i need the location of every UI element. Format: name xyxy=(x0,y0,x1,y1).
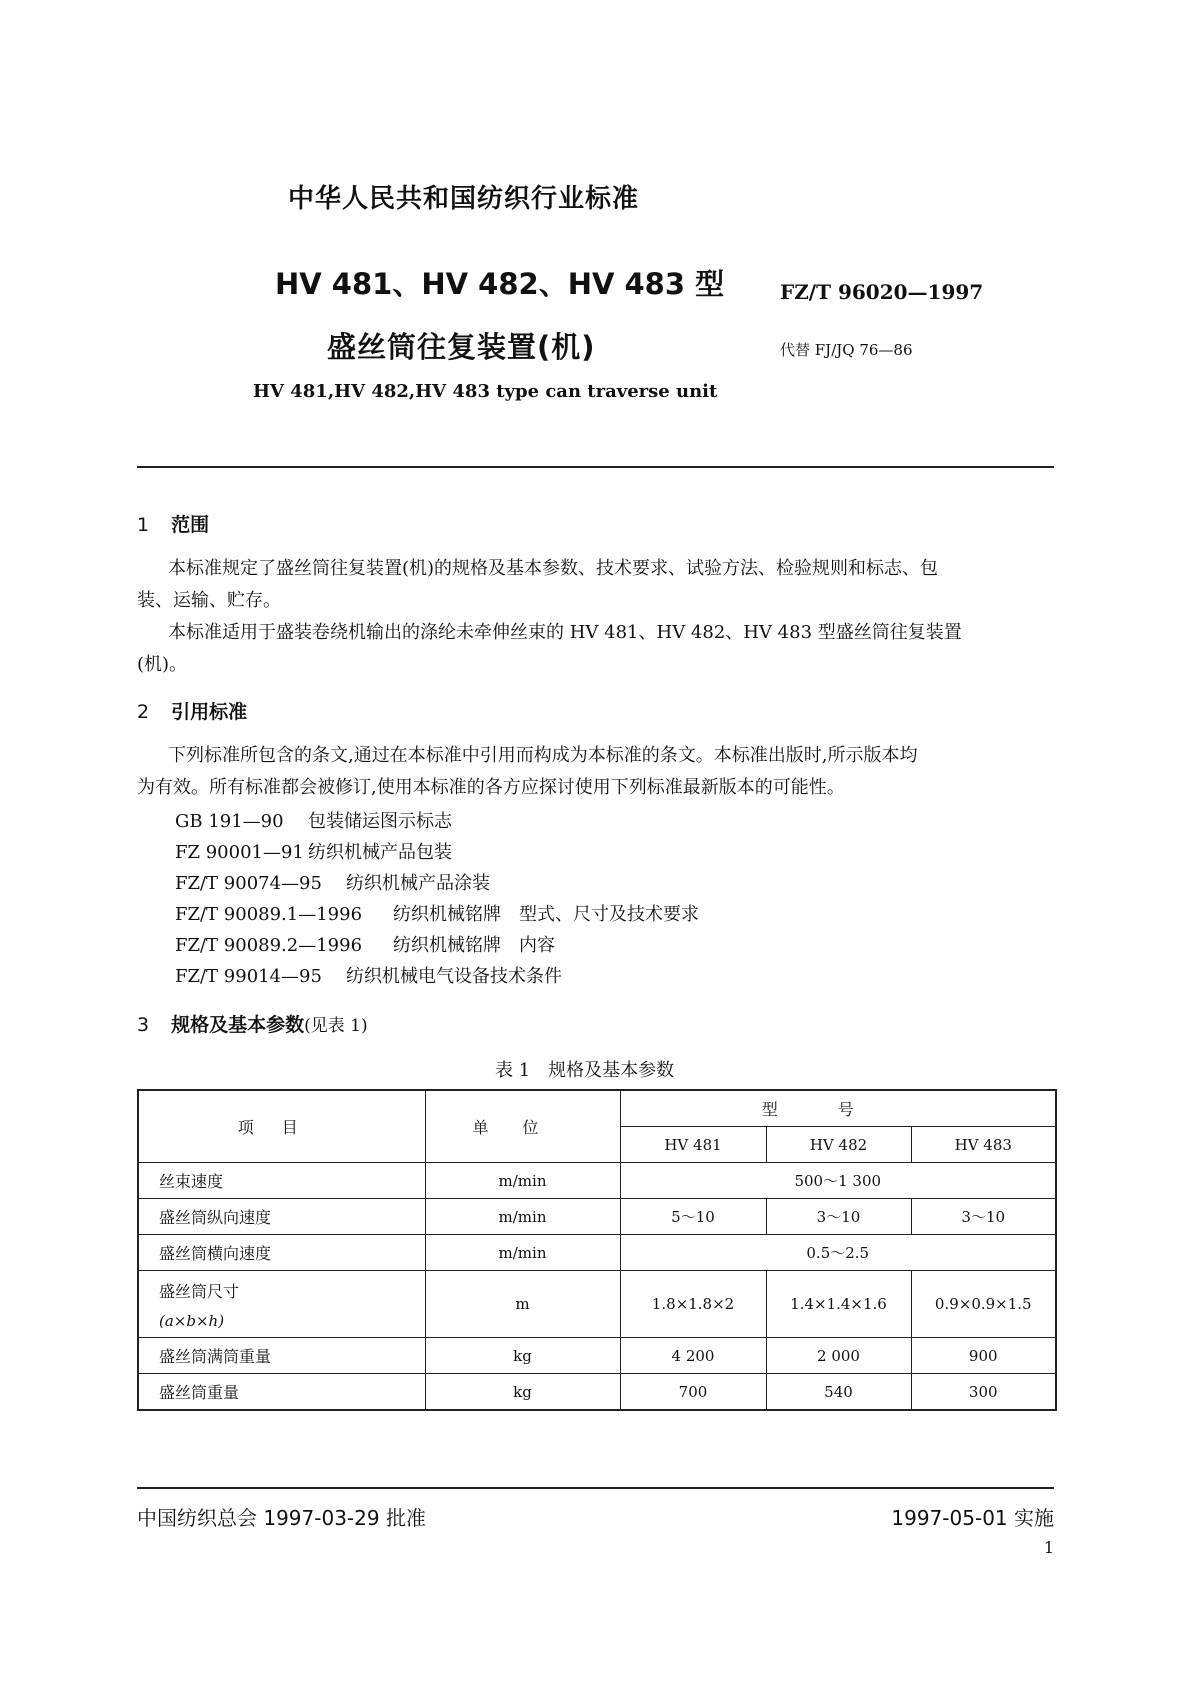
replaces-standard: 代替 FJ/JQ 76—86 xyxy=(780,341,913,359)
standard-title-line2: 盛丝筒往复装置(机) xyxy=(327,330,596,364)
value-cell: 300 xyxy=(911,1374,1056,1411)
value-cell: 540 xyxy=(766,1374,911,1411)
ref-code: FZ/T 90074—95 xyxy=(175,873,322,894)
ref-code: FZ/T 90089.2—1996 xyxy=(175,935,363,956)
section-1-number: 1 xyxy=(137,514,150,536)
item-cell: 盛丝筒横向速度 xyxy=(138,1235,425,1271)
model-cell: HV 481 xyxy=(620,1127,766,1163)
standard-title-english: HV 481,HV 482,HV 483 type can traverse unit xyxy=(253,381,718,402)
value-cell: 5～10 xyxy=(620,1199,766,1235)
footer-divider xyxy=(137,1487,1054,1489)
section-1-title: 范围 xyxy=(171,514,210,536)
unit-cell: m/min xyxy=(425,1235,620,1271)
table-header-row xyxy=(138,1090,1056,1127)
section-2-title: 引用标准 xyxy=(171,701,248,723)
header-divider xyxy=(137,466,1054,468)
unit-cell: m/min xyxy=(425,1163,620,1199)
value-cell: 2 000 xyxy=(766,1338,911,1374)
section-3-heading xyxy=(137,1010,368,1037)
section-1-paragraph-2-line-2: (机)。 xyxy=(137,654,188,675)
value-cell: 1.4×1.4×1.6 xyxy=(766,1271,911,1338)
value-cell: 900 xyxy=(911,1338,1056,1374)
ref-name: 纺织机械铭牌 型式、尺寸及技术要求 xyxy=(393,904,699,925)
item-cell: 盛丝筒重量 xyxy=(138,1374,425,1411)
referenced-standards-list xyxy=(175,806,699,992)
section-2-heading xyxy=(137,697,247,724)
unit-cell: m/min xyxy=(425,1199,620,1235)
implementation-date: 1997-05-01 实施 xyxy=(891,1506,1054,1530)
ref-code: FZ/T 90089.1—1996 xyxy=(175,904,363,925)
table-caption: 表 1 规格及基本参数 xyxy=(495,1060,675,1081)
section-2-number: 2 xyxy=(137,701,150,723)
section-2-paragraph-line-2: 为有效。所有标准都会被修订,使用本标准的各方应探讨使用下列标准最新版本的可能性。 xyxy=(137,777,845,798)
table-row xyxy=(138,1235,1056,1271)
issuing-organization: 中华人民共和国纺织行业标准 xyxy=(288,184,640,214)
standard-title-line1: HV 481、HV 482、HV 483 型 xyxy=(275,267,725,301)
value-cell: 1.8×1.8×2 xyxy=(620,1271,766,1338)
list-item xyxy=(175,837,699,868)
value-cell: 700 xyxy=(620,1374,766,1411)
approval-date: 中国纺织总会 1997-03-29 批准 xyxy=(137,1506,426,1530)
item-sublabel: (a×b×h) xyxy=(159,1311,225,1330)
section-1-paragraph-1-line-2: 装、运输、贮存。 xyxy=(137,590,281,611)
list-item xyxy=(175,806,699,837)
header-item: 项目 xyxy=(138,1090,425,1163)
value-cell: 4 200 xyxy=(620,1338,766,1374)
ref-code: FZ 90001—91 xyxy=(175,842,304,863)
section-1-paragraph-1-line-1: 本标准规定了盛丝筒往复装置(机)的规格及基本参数、技术要求、试验方法、检验规则和标志、包 xyxy=(168,558,939,579)
list-item xyxy=(175,961,699,992)
section-3-note: (见表 1) xyxy=(304,1016,368,1036)
item-label: 盛丝筒尺寸 xyxy=(159,1281,240,1301)
value-cell: 0.9×0.9×1.5 xyxy=(911,1271,1056,1338)
list-item xyxy=(175,899,699,930)
list-item xyxy=(175,868,699,899)
table-row xyxy=(138,1271,1056,1338)
item-cell xyxy=(138,1271,425,1338)
section-1-paragraph-2-line-1: 本标准适用于盛装卷绕机输出的涤纶未牵伸丝束的 HV 481、HV 482、HV 483 型盛丝筒往复装置 xyxy=(168,622,962,643)
section-2-paragraph-line-1: 下列标准所包含的条文,通过在本标准中引用而构成为本标准的条文。本标准出版时,所示版本均 xyxy=(168,745,918,766)
model-cell: HV 483 xyxy=(911,1127,1056,1163)
unit-cell: m xyxy=(425,1271,620,1338)
value-cell: 3～10 xyxy=(766,1199,911,1235)
item-cell: 丝束速度 xyxy=(138,1163,425,1199)
section-3-title: 规格及基本参数 xyxy=(171,1014,305,1036)
model-cell: HV 482 xyxy=(766,1127,911,1163)
header-model: 型号 xyxy=(620,1090,1056,1127)
standard-code: FZ/T 96020—1997 xyxy=(780,280,984,304)
value-cell: 3～10 xyxy=(911,1199,1056,1235)
section-1-heading xyxy=(137,510,209,537)
table-row xyxy=(138,1338,1056,1374)
ref-code: FZ/T 99014—95 xyxy=(175,966,322,987)
section-3-number: 3 xyxy=(137,1014,150,1036)
header-unit: 单位 xyxy=(425,1090,620,1163)
table-row xyxy=(138,1163,1056,1199)
unit-cell: kg xyxy=(425,1374,620,1411)
unit-cell: kg xyxy=(425,1338,620,1374)
page-number: 1 xyxy=(1043,1538,1054,1557)
spec-table xyxy=(137,1089,1057,1411)
table-row xyxy=(138,1199,1056,1235)
value-cell: 0.5～2.5 xyxy=(620,1235,1056,1271)
ref-name: 纺织机械产品包装 xyxy=(308,842,452,863)
ref-code: GB 191—90 xyxy=(175,811,284,832)
item-cell: 盛丝筒纵向速度 xyxy=(138,1199,425,1235)
ref-name: 纺织机械电气设备技术条件 xyxy=(346,966,562,987)
ref-name: 纺织机械产品涂装 xyxy=(346,873,490,894)
item-cell: 盛丝筒满筒重量 xyxy=(138,1338,425,1374)
list-item xyxy=(175,930,699,961)
ref-name: 包装储运图示标志 xyxy=(308,811,452,832)
table-row xyxy=(138,1374,1056,1411)
value-cell: 500～1 300 xyxy=(620,1163,1056,1199)
ref-name: 纺织机械铭牌 内容 xyxy=(393,935,555,956)
